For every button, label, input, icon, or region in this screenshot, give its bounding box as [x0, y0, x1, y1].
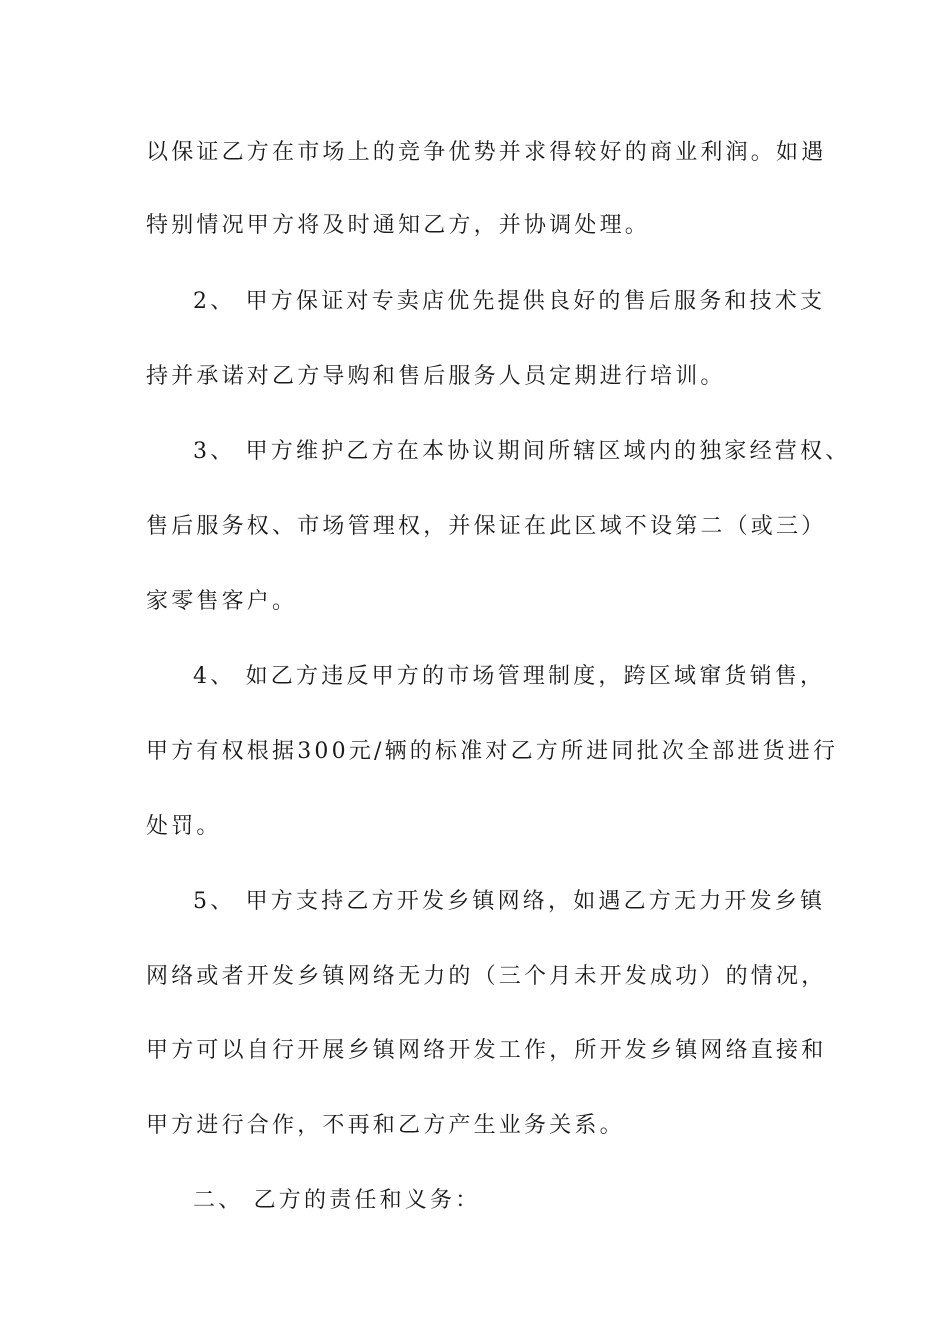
section-heading: 二、 乙方的责任和义务：: [193, 1188, 481, 1213]
clause-4-line-3: 处罚。: [146, 814, 222, 839]
clause-5-line-2: 网络或者开发乡镇网络无力的（三个月未开发成功）的情况，: [146, 964, 827, 989]
clause-3-line-1: 3、 甲方维护乙方在本协议期间所辖区域内的独家经营权、: [193, 439, 851, 464]
text-line-2: 特别情况甲方将及时通知乙方，并协调处理。: [146, 213, 651, 238]
text-line-1: 以保证乙方在市场上的竞争优势并求得较好的商业利润。如遇: [146, 140, 827, 165]
clause-4-line-1: 4、 如乙方违反甲方的市场管理制度，跨区域窜货销售，: [193, 664, 826, 689]
clause-5-line-1: 5、 甲方支持乙方开发乡镇网络，如遇乙方无力开发乡镇: [193, 889, 826, 914]
clause-5-line-3: 甲方可以自行开展乡镇网络开发工作，所开发乡镇网络直接和: [146, 1038, 827, 1063]
clause-2-line-2: 持并承诺对乙方导购和售后服务人员定期进行培训。: [146, 364, 726, 389]
clause-3-line-3: 家零售客户。: [146, 589, 298, 614]
clause-4-line-2: 甲方有权根据300元/辆的标准对乙方所进同批次全部进货进行: [146, 739, 839, 764]
clause-5-line-4: 甲方进行合作，不再和乙方产生业务关系。: [146, 1113, 625, 1138]
clause-3-line-2: 售后服务权、市场管理权，并保证在此区域不设第二（或三）: [146, 514, 827, 539]
clause-2-line-1: 2、 甲方保证对专卖店优先提供良好的售后服务和技术支: [193, 289, 826, 314]
